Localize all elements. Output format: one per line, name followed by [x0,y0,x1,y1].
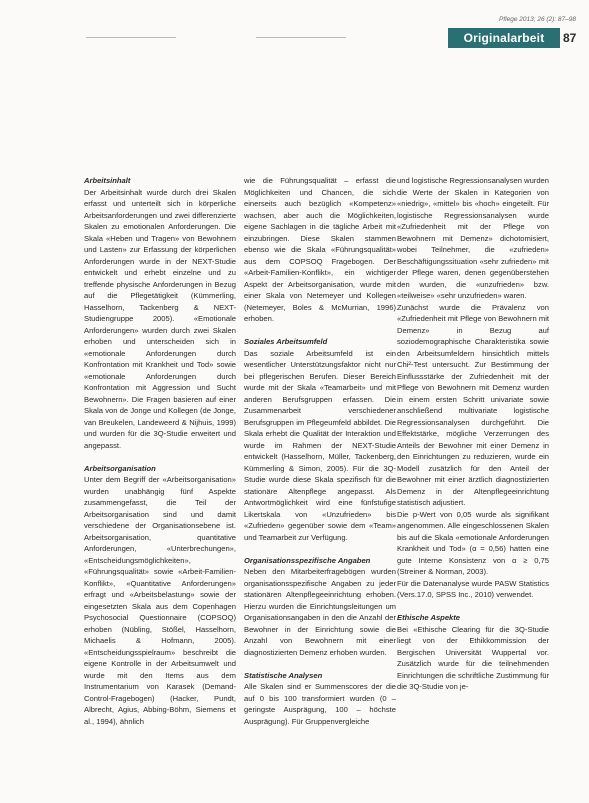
section-heading: Soziales Arbeitsumfeld [244,337,328,346]
page-number: 87 [563,31,577,45]
paragraph: Bei «Ethische Clearing für die 3Q-Studie liegt von der Ethikkommission der Bergischen Universität Wuppertal vor. Zusätzlich wurde für die teilnehmenden Einrichtungen die schriftliche Zustimmung für die 3Q-Studie von je- [397,624,549,691]
section-heading: Organisationsspezifische Angaben [244,555,371,565]
paragraph: Neben den Mitarbeiterfragebögen wurden organisationsspezifische Angaben zu jeder stationären Altenpflegeeinrichtung erhoben. Hierzu wurden die Einrichtungsleitungen um Organisationsangaben in den die Anzahl der Bewohner in der Einrichtung sowie die Anzahl von Bewohnern mit einer diagnostizierten Demenz erhoben wurden. [244,567,396,657]
journal-reference: Pflege 2013; 26 (2): 87–98 [499,16,576,23]
page-header [0,0,589,60]
header-rule-left [86,37,176,38]
paragraph: wie die Führungsqualität – erfasst die Möglichkeiten und Chancen, die sich einerseits auch bezüglich «Kompetenz» wachsen, aber auch die Möglichkeiten, eigene Sachlagen in die tägliche Arbeit mit einzubringen. Diese Skalen stammen ebenso wie die Skala «Führungsqualität» aus dem COPSOQ Fragebogen. Der «Arbeit-Familien-Konflikt», ein wichtiger Aspekt der Arbeitsorganisation, wurde mit einer Skala von Netemeyer und Kollegen (Netemeyer, Boles & McMurrian, 1996) erhoben. [244,176,396,323]
paragraph: und logistische Regressionsanalysen wurden die Werte der Skalen in Kategorien von «niedrig», «mittel» bis «hoch» eingeteilt. Für logistische Regressionsanalysen wurde «Zufriedenheit mit der Pflege von Bewohnern mit Demenz» dichotomisiert, wobei Teilnehmer, die «zufrieden» Beschäftigungssituation «sehr zufrieden» mit der Pflege waren, denen gegenüberstehen den wurden, die «unzufrieden» bzw. «teilweise» «sehr unzufrieden» waren. [397,176,549,300]
paragraph: Zunächst wurde die Prävalenz von «Zufriedenheit mit Pflege von Bewohnern mit Demenz» in Bezug auf soziodemographische Charakteristika sowie den Arbeitsumfeldern hinsichtlich mittels Chi²-Test untersucht. Zur Bestimmung der Einflussstärke der Zufriedenheit mit der Pflege von Bewohnern mit Demenz wurden in einem ersten Schritt univariate sowie anschließend multivariate logistische Regressionsanalysen durchgeführt. Die Effektstärke, mögliche Verzerrungen des Anteils der Bewohner mit einer Demenz in den Einrichtungen zu reduzieren, wurde ein Modell zusätzlich für den Anteil der Bewohner mit einer ärztlich diagnostizierten Demenz in der Altenpflegeeinrichtung statistisch adjustiert. [397,302,549,507]
section-heading: Arbeitsorganisation [84,463,156,473]
paragraph: Unter dem Begriff der «Arbeitsorganisation» wurden unabhängig fünf Aspekte zusammengefasst, die Teil der Arbeitsorganisation sind und damit verschiedene der Organisationsebene ist. Arbeitsorganisation, quantitative Anforderungen, «Unterbrechungen», «Entscheidungsmöglichkeiten», «Führungsqualität» sowie «Arbeit-Familien-Konflikt», «Quantitative Anforderungen» erfragt und «Arbeitsbelastung» sowie der eingesetzten Skala aus dem Copenhagen Psychosocial Questionnaire (COPSOQ) erhoben (Nübling, Stößel, Hasselhorn, Michaelis & Hofmann, 2005). «Entscheidungsspielraum» beschreibt die eigene Kontrolle in der Arbeitsumwelt und wurde mit den Items aus dem Instrumentarium von Karasek (Demand-Control-Fragebogen) (Hacker, Pundt, Albrecht, Agius, Abbing-Böhm, Siemens et al., 1994), ähnlich [84,475,236,726]
header-rule-middle [256,37,346,38]
section-arbeitsinhalt [84,175,236,451]
section-soziales-arbeitsumfeld [244,336,396,543]
text-column-1 [84,175,236,727]
section-arbeitsorganisation [84,463,236,728]
paragraph: Für die Datenanalyse wurde PASW Statistics (Vers.17.0, SPSS Inc., 2010) verwendet. [397,578,549,599]
section-continuation [244,175,396,325]
paragraph: Die p-Wert von 0,05 wurde als signifikant angenommen. Alle eingeschlossenen Skalen bis auf die Skala «emotionale Anforderungen Krankheit und Tod» (α = 0,56) hatten eine gute Interne Konsistenz von α ≥ 0,75 (Streiner & Norman, 2003). [397,509,549,576]
section-organisationsspezifische-angaben [244,555,396,659]
section-continuation [397,175,549,601]
section-heading: Statistische Analysen [244,670,323,680]
text-column-3 [397,175,549,693]
text-column-2 [244,175,396,727]
paragraph: Alle Skalen sind er Summenscores der die auf 0 bis 100 transformiert wurden (0 – geringste Ausprägung, 100 – höchste Ausprägung). Für Gruppenvergleiche [244,682,396,726]
section-heading: Ethische Aspekte [397,613,461,622]
section-ethische-aspekte [397,612,549,693]
paragraph: Der Arbeitsinhalt wurde durch drei Skalen erfasst und unterteilt sich in körperliche Arbeitsanforderungen und zwei differenzierte Skalen zu emotionalen Anforderungen. Die Skala «Heben und Tragen» von Bewohnern und Lasten» zur Erfassung der körperlichen Anforderungen wurde in der NEXT-Studie entwickelt und erhebt einzelne und zu treffende physische Anforderungen in Bezug auf die Pflegetätigkeit (Kümmerling, Hasselhorn, Tackenberg & NEXT-Studiengruppe 2005). «Emotionale Anforderungen» wurden durch zwei Skalen erhoben und unterscheiden sich in «emotionale Anforderungen durch Konfrontation mit Krankheit und Tod» sowie «emotionale Anforderungen durch Konfrontation mit Aggression und Sucht Bewohnern». Die Fragen basieren auf einer Skala von de Jonge und Kollegen (de Jonge, van Breukelen, Landeweerd & Nijhuis, 1999) und wurden für die 3Q-Studie erweitert und angepasst. [84,187,236,450]
section-heading: Arbeitsinhalt [84,176,131,185]
section-label: Originalarbeit [448,28,560,48]
section-statistische-analysen [244,670,396,728]
paragraph: Das soziale Arbeitsumfeld ist ein wesentlicher Unterstützungsfaktor nicht nur bei pflegerischen Berufen. Dieser Bereich wurde mit der Skala «Teamarbeit» und mit anderen Berufsgruppen erfassen. Die Zusammenarbeit verschiedener Berufsgruppen im Pflegeumfeld abbildet. Die Skala erhebt die Qualität der Interaktion und wurde im Rahmen der NEXT-Studie entwickelt (Hasselhorn, Müller, Tackenberg, Kümmerling & Simon, 2005). Für die 3Q-Studie wurde diese Skala spezifisch für die stationäre Altenpflege angepasst. Als Antwortmöglichkeit wird eine fünfstufige Likertskala von «Unzufrieden» bis «Zufrieden» gegenüber sowie dem «Team» und Teamarbeit zur Verfügung. [244,348,396,542]
